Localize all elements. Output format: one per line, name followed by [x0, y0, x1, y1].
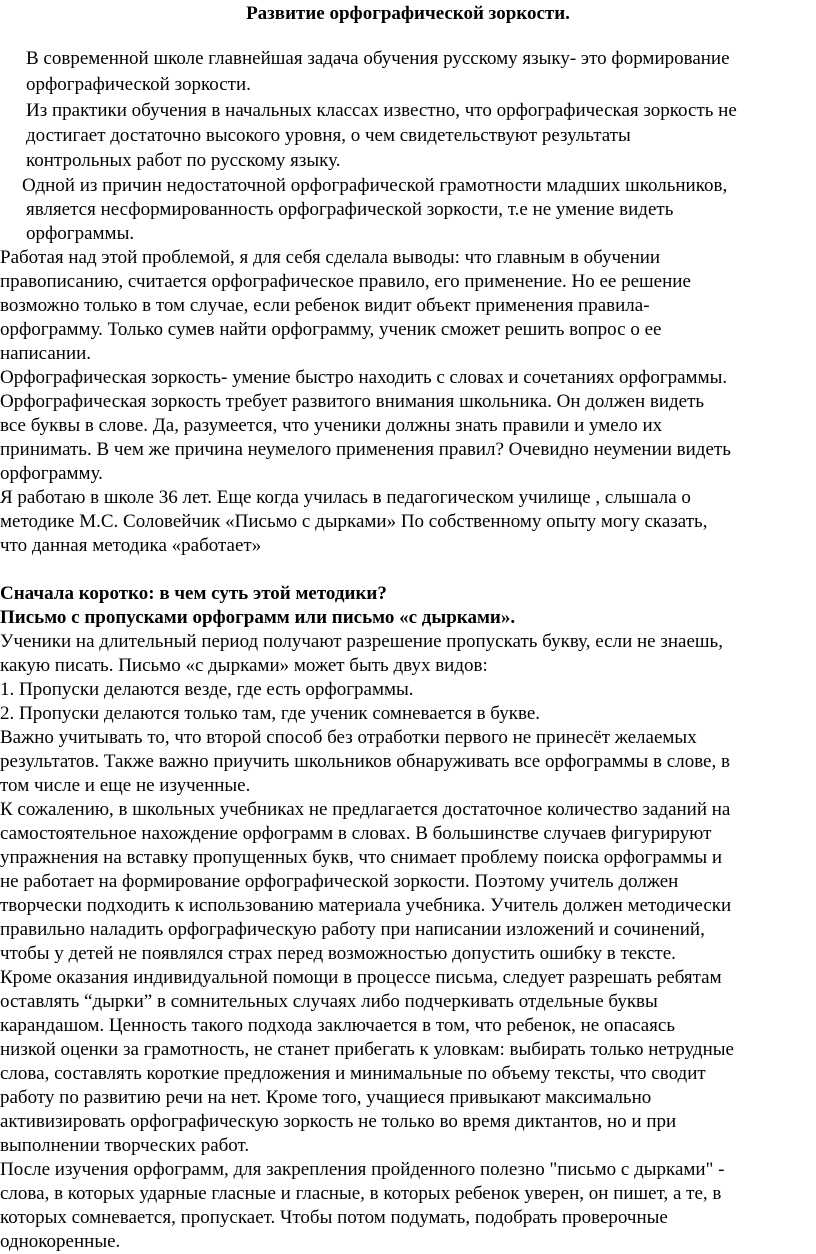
text-line: какую писать. Письмо «с дырками» может быть двух видов:	[0, 655, 488, 676]
text-line: контрольных работ по русскому языку.	[26, 150, 341, 171]
text-line: работу по развитию речи на нет. Кроме того, учащиеся привыкают максимально	[0, 1087, 652, 1108]
text-line: После изучения орфограмм, для закрепления пройденного полезно "письмо с дырками" -	[0, 1159, 725, 1180]
text-line: низкой оценки за грамотность, не станет прибегать к уловкам: выбирать только нетрудные	[0, 1039, 734, 1060]
text-line: упражнения на вставку пропущенных букв, что снимает проблему поиска орфограммы и	[0, 847, 722, 868]
text-line: все буквы в слове. Да, разумеется, что ученики должны знать правили и умело их	[0, 415, 663, 436]
text-line: К сожалению, в школьных учебниках не предлагается достаточное количество заданий на	[0, 799, 731, 820]
text-line: результатов. Также важно приучить школьников обнаруживать все орфограммы в слове, в	[0, 751, 730, 772]
text-line: Кроме оказания индивидуальной помощи в процессе письма, следует разрешать ребятам	[0, 967, 722, 988]
text-line: самостоятельное нахождение орфограмм в словах. В большинстве случаев фигурируют	[0, 823, 712, 844]
section-heading: Письмо с пропусками орфограмм или письмо «с дырками».	[0, 607, 516, 628]
text-line: не работает на формирование орфографической зоркости. Поэтому учитель должен	[0, 871, 679, 892]
text-line: Я работаю в школе 36 лет. Еще когда училась в педагогическом училище , слышала о	[0, 487, 691, 508]
text-line: правописанию, считается орфографическое правило, его применение. Но ее решение	[0, 271, 691, 292]
text-line: которых сомневается, пропускает. Чтобы потом подумать, подобрать проверочные	[0, 1207, 668, 1228]
text-line: орфограмму.	[0, 463, 103, 484]
text-line: выполнении творческих работ.	[0, 1135, 250, 1156]
text-line: том числе и еще не изученные.	[0, 775, 251, 796]
text-line: Орфографическая зоркость требует развитого внимания школьника. Он должен видеть	[0, 391, 705, 412]
text-line: возможно только в том случае, если ребенок видит объект применения правила-	[0, 295, 650, 316]
text-line: 2. Пропуски делаются только там, где ученик сомневается в букве.	[0, 703, 541, 724]
text-line: В современной школе главнейшая задача обучения русскому языку- это формирование	[26, 48, 730, 69]
document-title: Развитие орфографической зоркости.	[246, 3, 570, 24]
text-line: карандашом. Ценность такого подхода заключается в том, что ребенок, не опасаясь	[0, 1015, 676, 1036]
text-line: правильно наладить орфографическую работу при написании изложений и сочинений,	[0, 919, 705, 940]
text-line: Работая над этой проблемой, я для себя сделала выводы: что главным в обучении	[0, 247, 661, 268]
text-line: чтобы у детей не появлялся страх перед возможностью допустить ошибку в тексте.	[0, 943, 676, 964]
text-line: активизировать орфографическую зоркость не только во время диктантов, но и при	[0, 1111, 677, 1132]
text-line: Из практики обучения в начальных классах известно, что орфографическая зоркость не	[26, 100, 737, 121]
text-line: однокоренные.	[0, 1231, 121, 1252]
text-line: является несформированность орфографической зоркости, т.е не умение видеть	[26, 199, 674, 220]
text-line: Орфографическая зоркость- умение быстро находить с словах и сочетаниях орфограммы.	[0, 367, 728, 388]
text-line: написании.	[0, 343, 92, 364]
text-line: орфограмму. Только сумев найти орфограмму, ученик сможет решить вопрос о ее	[0, 319, 662, 340]
text-line: принимать. В чем же причина неумелого применения правил? Очевидно неумении видеть	[0, 439, 731, 460]
text-line: слова, в которых ударные гласные и гласные, в которых ребенок уверен, он пишет, а те, в	[0, 1183, 722, 1204]
text-line: слова, составлять короткие предложения и минимальные по объему тексты, что сводит	[0, 1063, 706, 1084]
text-line: орфограммы.	[26, 223, 135, 244]
text-line: Одной из причин недостаточной орфографической грамотности младших школьников,	[22, 175, 728, 196]
section-heading: Сначала коротко: в чем суть этой методики?	[0, 583, 387, 604]
text-line: орфографической зоркости.	[26, 74, 251, 95]
text-line: достигает достаточно высокого уровня, о чем свидетельствуют результаты	[26, 125, 631, 146]
text-line: Важно учитывать то, что второй способ без отработки первого не принесёт желаемых	[0, 727, 697, 748]
text-line: оставлять “дырки” в сомнительных случаях либо подчеркивать отдельные буквы	[0, 991, 658, 1012]
text-line: методике М.С. Соловейчик «Письмо с дырками» По собственному опыту могу сказать,	[0, 511, 708, 532]
text-line: что данная методика «работает»	[0, 535, 262, 556]
text-line: творчески подходить к использованию материала учебника. Учитель должен методически	[0, 895, 732, 916]
text-line: Ученики на длительный период получают разрешение пропускать букву, если не знаешь,	[0, 631, 723, 652]
text-line: 1. Пропуски делаются везде, где есть орфограммы.	[0, 679, 414, 700]
